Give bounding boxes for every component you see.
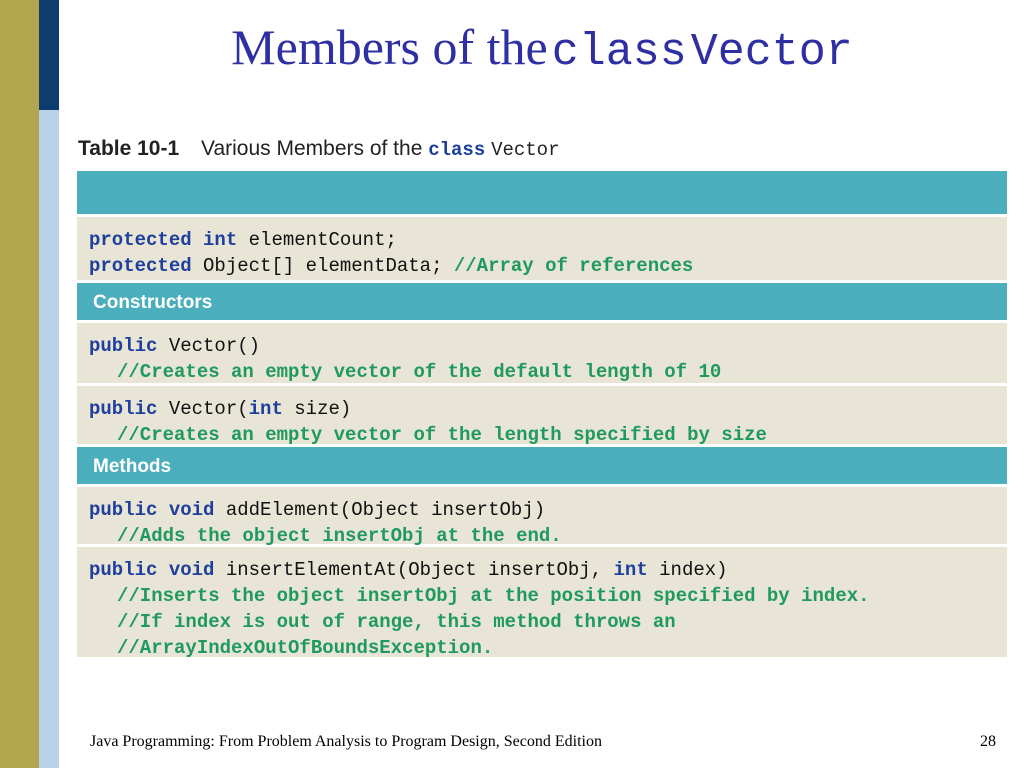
method1-comment: //Adds the object insertObj at the end. [117,525,562,547]
header-constructors: Constructors [77,280,1007,320]
footer-book-title: Java Programming: From Problem Analysis to Program Design, Second Edition [90,733,602,750]
caption-class-name: Vector [491,139,560,161]
page-number: 28 [980,733,996,750]
ctor1-signature: public Vector() [89,335,261,357]
ctor1-comment: //Creates an empty vector of the default length of 10 [117,361,722,383]
ctor2-signature: public Vector(int size) [89,398,352,420]
slide-title [60,18,1024,98]
caption-text: Various Members of the [201,137,423,160]
method2-comment-3: //ArrayIndexOutOfBoundsException. [117,637,494,659]
constructor-cell-2 [77,383,1007,444]
header-row-blank [77,171,1007,214]
title-code-class: class [551,27,687,78]
method-cell-2 [77,544,1007,657]
fields-cell [77,214,1007,280]
title-text: Members of the [231,19,548,75]
left-accent-navy [39,0,59,110]
constructor-cell-1 [77,320,1007,383]
left-accent-bar [0,0,39,768]
table-number: Table 10-1 [78,137,180,160]
method2-comment-2: //If index is out of range, this method throws an [117,611,676,633]
field-line-2: protected Object[] elementData; //Array of references [89,255,694,277]
left-accent-light [39,110,59,768]
table-caption [78,137,560,165]
method-cell-1 [77,484,1007,547]
ctor2-comment: //Creates an empty vector of the length specified by size [117,424,767,446]
header-methods: Methods [77,444,1007,484]
method2-comment-1: //Inserts the object insertObj at the position specified by index. [117,585,870,607]
method1-signature: public void addElement(Object insertObj) [89,499,546,521]
field-line-1: protected int elementCount; [89,229,397,251]
title-code-vector: Vector [690,27,853,78]
caption-keyword: class [428,139,486,161]
members-table [77,171,1007,657]
method2-signature: public void insertElementAt(Object insertObj, int index) [89,559,728,581]
